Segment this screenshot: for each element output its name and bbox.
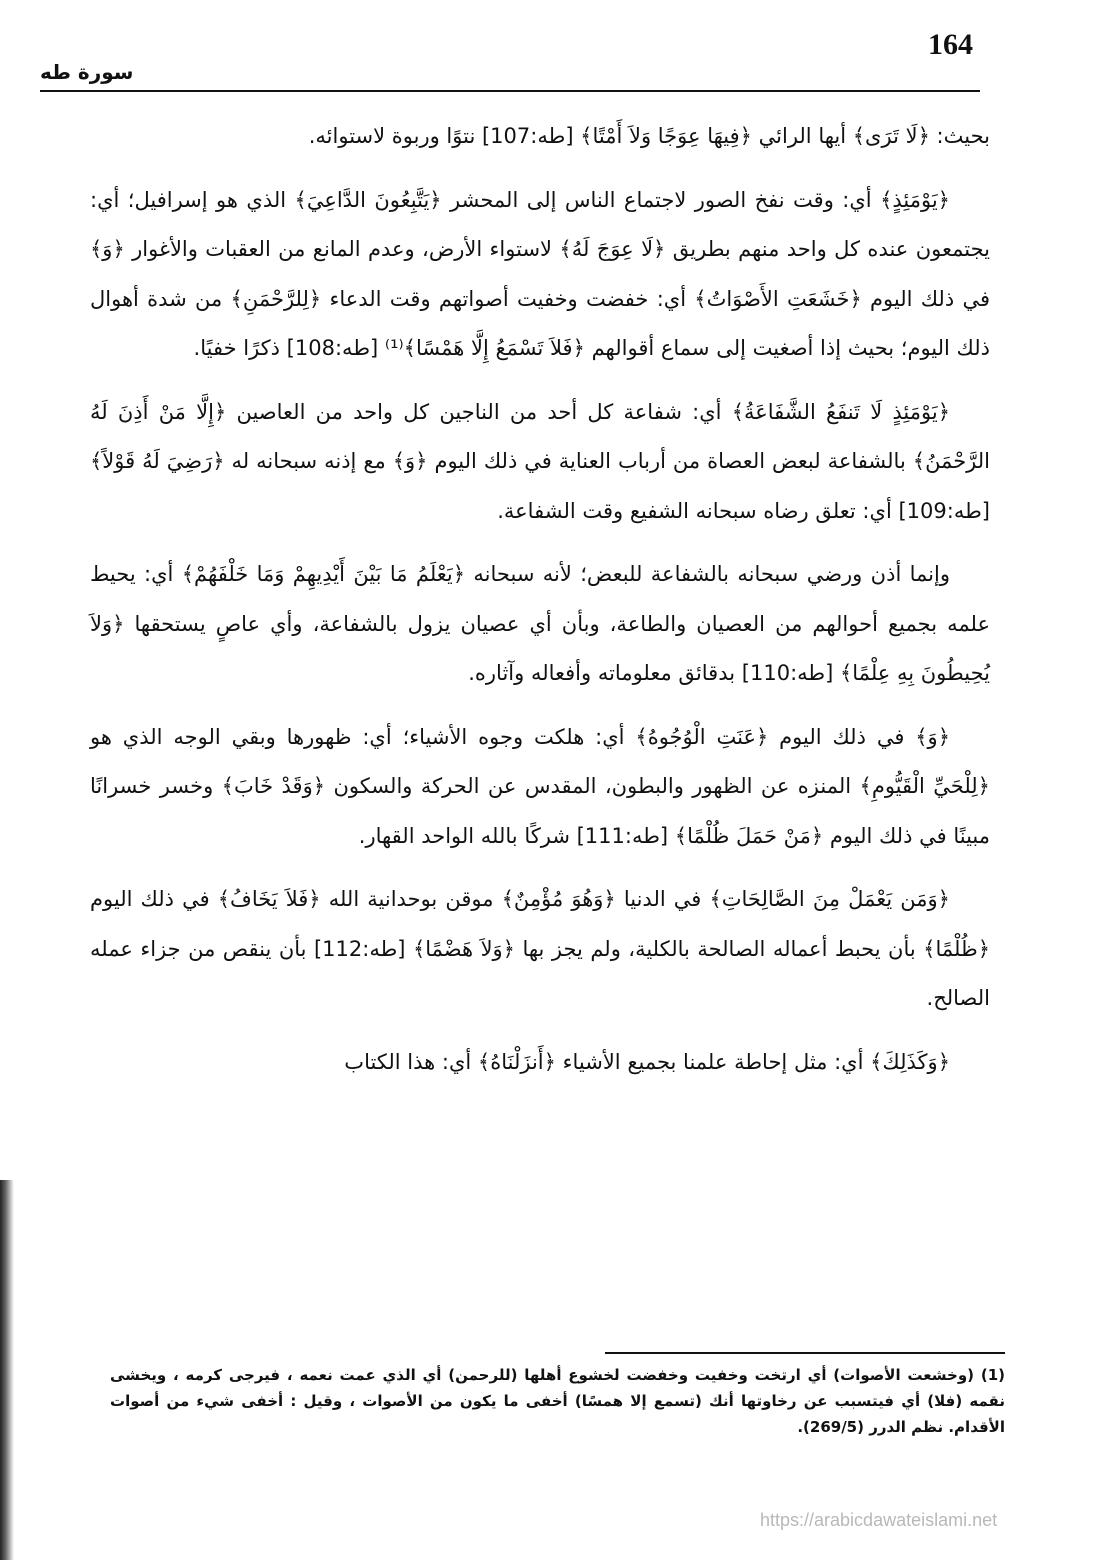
watermark-url: https://arabicdawateislami.net <box>760 1510 998 1530</box>
page-number: 164 <box>928 28 973 61</box>
scan-edge-shadow <box>0 1180 14 1560</box>
body-text <box>90 112 990 1101</box>
paragraph-5: ﴿وَ﴾ في ذلك اليوم ﴿عَنَتِ الْوُجُوهُ﴾ أي: هلكت وجوه الأشياء؛ أي: ظهورها وبقي الوجه الذي هو ﴿لِلْحَيِّ الْقَيُّومِ﴾ المنزه عن الظهور والبطون، المقدس عن الحركة والسكون ﴿وَقَدْ خَابَ﴾ وخسر خسرانًا مبينًا في ذلك اليوم ﴿مَنْ حَمَلَ ظُلْمًا﴾ [طه:111] شركًا بالله الواحد القهار. <box>90 724 990 848</box>
footnote-rule <box>605 1352 1005 1354</box>
footnote: (1) (وخشعت الأصوات) أي ارتخت وخفيت وخفضت لخشوع أهلها (للرحمن) أي الذي عمت نعمه ، فيرجى كرمه ، ويخشى نقمه (فلا) أي فيتسبب عن رخاوتها أنك (تسمع إلا همسًا) أخفى ما يكون من الأصوات ، وقيل : أخفى شيء من أصوات الأقدام. نظم الدرر (269/5). <box>110 1366 1005 1436</box>
paragraph-4: وإنما أذن ورضي سبحانه بالشفاعة للبعض؛ لأنه سبحانه ﴿يَعْلَمُ مَا بَيْنَ أَيْدِيهِمْ وَمَا خَلْفَهُمْ﴾ أي: يحيط علمه بجميع أحوالهم من العصيان والطاعة، وبأن أي عصيان يزول بالشفاعة، وأي عاصٍ يستحقها ﴿وَلاَ يُحِيطُونَ بِهِ عِلْمًا﴾ [طه:110] بدقائق معلوماته وأفعاله وآثاره. <box>90 562 990 685</box>
header-rule <box>40 90 980 92</box>
paragraph-7: ﴿وَكَذَلِكَ﴾ أي: مثل إحاطة علمنا بجميع الأشياء ﴿أَنزَلْنَاهُ﴾ أي: هذا الكتاب <box>344 1049 950 1074</box>
paragraph-3: ﴿يَوْمَئِذٍ لَا تَنفَعُ الشَّفَاعَةُ﴾ أي: شفاعة كل أحد من الناجين كل واحد من العاصين ﴿إِلَّا مَنْ أَذِنَ لَهُ الرَّحْمَنُ﴾ بالشفاعة لبعض العصاة من أرباب العناية في ذلك اليوم ﴿وَ﴾ مع إذنه سبحانه له ﴿رَضِيَ لَهُ قَوْلاً﴾ [طه:109] أي: تعلق رضاه سبحانه الشفيع وقت الشفاعة. <box>90 399 990 523</box>
paragraph-1: بحيث: ﴿لَا تَرَى﴾ أيها الرائي ﴿فِيهَا عِوَجًا وَلاَ أَمْتًا﴾ [طه:107] نتوًا وربوة لاستوائه. <box>308 124 990 148</box>
paragraph-2: ﴿يَوْمَئِذٍ﴾ أي: وقت نفخ الصور لاجتماع الناس إلى المحشر ﴿يَتَّبِعُونَ الدَّاعِيَ﴾ الذي هو إسرافيل؛ أي: يجتمعون عنده كل واحد منهم بطريق ﴿لَا عِوَجَ لَهُ﴾ لاستواء الأرض، وعدم المانع من العقبات والأغوار ﴿وَ﴾ في ذلك اليوم ﴿خَشَعَتِ الأَصْوَاتُ﴾ أي: خفضت وخفيت أصواتهم وقت الدعاء ﴿لِلرَّحْمَنِ﴾ من شدة أهوال ذلك اليوم؛ بحيث إذا أصغيت إلى سماع أقوالهم ﴿فَلاَ تَسْمَعُ إِلَّا هَمْسًا﴾⁽¹⁾ [طه:108] ذكرًا خفيًا. <box>90 187 990 360</box>
surah-title: سورة طه <box>40 60 134 84</box>
paragraph-6: ﴿وَمَن يَعْمَلْ مِنَ الصَّالِحَاتِ﴾ في الدنيا ﴿وَهُوَ مُؤْمِنٌ﴾ موقن بوحدانية الله ﴿فَلاَ يَخَافُ﴾ في ذلك اليوم ﴿ظُلْمًا﴾ بأن يحبط أعماله الصالحة بالكلية، ولم يجز بها ﴿وَلاَ هَضْمًا﴾ [طه:112] بأن ينقص من جزاء عمله الصالح. <box>90 887 990 1010</box>
